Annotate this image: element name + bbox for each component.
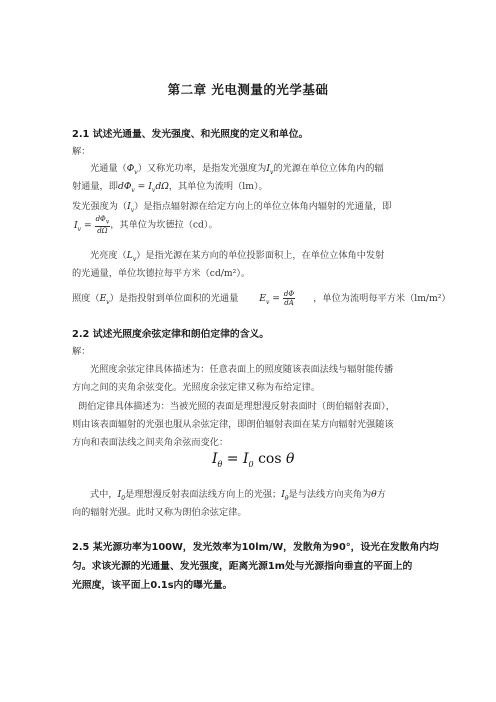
formula-explanation-line-2: 向的辐射光强。此时又称为朗伯余弦定律。 [72, 507, 247, 518]
solution-label-2-1: 解： [72, 146, 91, 157]
luminance-definition-line-2: 的光通量，单位坎德拉每平方米（cd/m²）。 [72, 268, 251, 279]
formula-explanation-line-1: 式中，$I_0$是理想漫反射表面法线方向上的光强；$I_\theta$是与法线方向夹角为θ方 [90, 489, 386, 502]
luminance-definition-line-1: 光亮度$(L_v)$是指光源在某方向的单位投影面积上，在单位立体角中发射 [90, 250, 385, 263]
lambert-law-line-3: 方向和表面法线之间夹角余弦而变化： [72, 437, 229, 448]
illuminance-formula: $E_v$ = $\frac{d\Phi}{dA}$ [259, 290, 295, 307]
chapter-title: 第二章 光电测量的光学基础 [167, 82, 329, 97]
lambert-law-line-2: 则由该表面辐射的光强也服从余弦定律，即朗伯辐射表面在某方向辐射光强随该 [72, 419, 394, 430]
illuminance-definition: 照度$(E_v)$是指投射到单位面积的光通量 $E_v$ = $\frac{d\Phi}{dA}$ ，单位为流明每平方米（lm/m²） [72, 290, 451, 307]
question-2-1-heading: 2.1 试述光通量、发光强度、和光照度的定义和单位。 [72, 129, 309, 140]
question-2-5-line-2: 匀。求该光源的光通量、发光强度，距离光源1m处与光源指向垂直的平面上的 [72, 561, 413, 572]
flux-symbol: $\Phi_v$ [126, 163, 138, 176]
intensity-symbol: $I_v$ [266, 163, 274, 176]
question-2-5-line-1: 2.5 某光源功率为100W，发光效率为10lm/W，发散角为90°，设光在发散角内均 [72, 542, 439, 553]
question-2-2-heading: 2.2 试述光照度余弦定律和朗伯定律的含义。 [72, 329, 270, 340]
solution-label-2-2: 解： [72, 346, 91, 357]
intensity-definition-line-1: 发光强度为$(I_v)$是指点辐射源在给定方向上的单位立体角内辐射的光通量，即 [72, 201, 392, 214]
question-2-5-line-3: 光照度，该平面上0.1s内的曝光量。 [72, 580, 233, 591]
cosine-law-line-1: 光照度余弦定律具体描述为：任意表面上的照度随该表面法线与辐射能传播 [90, 364, 394, 375]
intensity-definition-line-2: $I_v$ = $\frac{d\Phi_v}{d\Omega}$ ，其单位为坎德拉（cd）。 [74, 215, 218, 236]
flux-definition-line-1: 光通量$(\Phi_v)$又称光功率，是指发光强度为$I_v$的光源在单位立体角内的辐 [90, 163, 384, 176]
lambert-formula: $I_\theta = I_0$ cos θ [212, 451, 295, 469]
intensity-formula: $I_v$ = $\frac{d\Phi_v}{d\Omega}$ [74, 215, 110, 236]
cosine-law-line-2: 方向之间的夹角余弦变化。光照度余弦定律又称为布给定律。 [72, 382, 321, 393]
flux-definition-line-2: 射通量，即$d\Phi_v = I_vd\Omega$，其单位为流明（lm）。 [72, 181, 268, 194]
lambert-law-line-1: 朗伯定律具体描述为：当被光照的表面是理想漫反射表面时（朗伯辐射表面）， [78, 401, 395, 412]
flux-formula: $d\Phi_v = I_vd\Omega$ [117, 181, 169, 194]
